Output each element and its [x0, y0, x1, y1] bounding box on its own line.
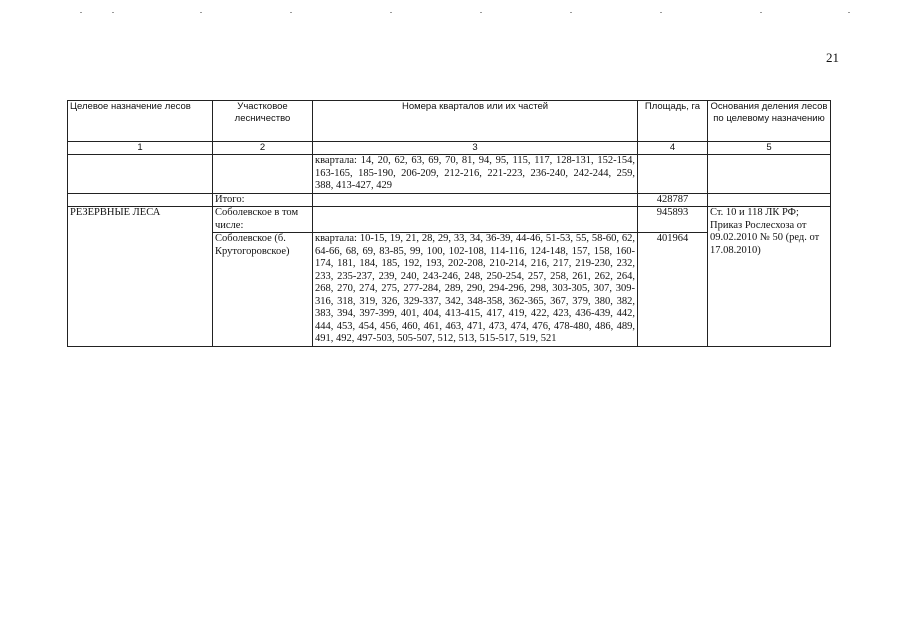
forest-purpose-table: [67, 100, 831, 347]
page-number: 21: [826, 50, 839, 65]
basis-reserve: Ст. 10 и 118 ЛК РФ; Приказ Рослесхоза от 09.02.2010 № 50 (ред. от 17.08.2010): [708, 207, 831, 347]
cell-empty: [68, 155, 213, 194]
area-subforestry: 401964: [638, 233, 708, 347]
table-row-reserve: [68, 207, 831, 233]
header-purpose: Целевое назначение лесов: [68, 101, 213, 142]
total-label: Итого:: [213, 193, 313, 207]
column-number-row: [68, 142, 831, 155]
col-number-4: 4: [638, 142, 708, 155]
area-reserve: 945893: [638, 207, 708, 233]
quarters-list: квартала: 14, 20, 62, 63, 69, 70, 81, 94, 95, 115, 117, 128-131, 152-154, 163-165, 185-190, 206-209, 212-216, 221-223, 236-240, 242-244, 259, 388, 413-427, 429: [313, 155, 638, 194]
cell-empty: [313, 207, 638, 233]
table-row-total: [68, 193, 831, 207]
cell-empty: [708, 155, 831, 194]
header-forestry: Участковое лесничество: [213, 101, 313, 142]
purpose-reserve: РЕЗЕРВНЫЕ ЛЕСА: [68, 207, 213, 347]
forestry-krutogorovskoe: Соболевское (б. Крутогоровское): [213, 233, 313, 347]
forestry-sobolevskoe: Соболевское в том числе:: [213, 207, 313, 233]
quarters-list: квартала: 10-15, 19, 21, 28, 29, 33, 34, 36-39, 44-46, 51-53, 55, 58-60, 62, 64-66, 68, 69, 83-85, 99, 100, 102-108, 114-116, 124-148, 157, 158, 160-174, 181, 184, 185, 192, 193, 202-208, 210-214, 216, 217, 219-230, 232, 233, 235-237, 239, 240, 243-246, 248, 250-254, 257, 258, 261, 262, 264, 268, 270, 274, 275, 277-284, 289, 290, 294-296, 298, 303-305, 307, 309-316, 318, 319, 326, 329-337, 342, 348-358, 362-365, 367, 379, 380, 382, 383, 394, 397-399, 401, 404, 413-415, 417, 419, 422, 423, 436-439, 442, 444, 453, 454, 456, 460, 461, 463, 471, 473, 474, 476, 478-480, 486, 489, 491, 492, 497-503, 505-507, 512, 513, 515-517, 519, 521: [313, 233, 638, 347]
table-header-row: [68, 101, 831, 142]
cell-empty: [68, 193, 213, 207]
cell-empty: [213, 155, 313, 194]
col-number-2: 2: [213, 142, 313, 155]
cell-empty: [313, 193, 638, 207]
header-quarters: Номера кварталов или их частей: [313, 101, 638, 142]
total-area: 428787: [638, 193, 708, 207]
cell-empty: [638, 155, 708, 194]
header-area: Площадь, га: [638, 101, 708, 142]
col-number-1: 1: [68, 142, 213, 155]
col-number-3: 3: [313, 142, 638, 155]
table-row-continuation: [68, 155, 831, 194]
col-number-5: 5: [708, 142, 831, 155]
cell-empty: [708, 193, 831, 207]
header-basis: Основания деления лесов по целевому назначению: [708, 101, 831, 142]
